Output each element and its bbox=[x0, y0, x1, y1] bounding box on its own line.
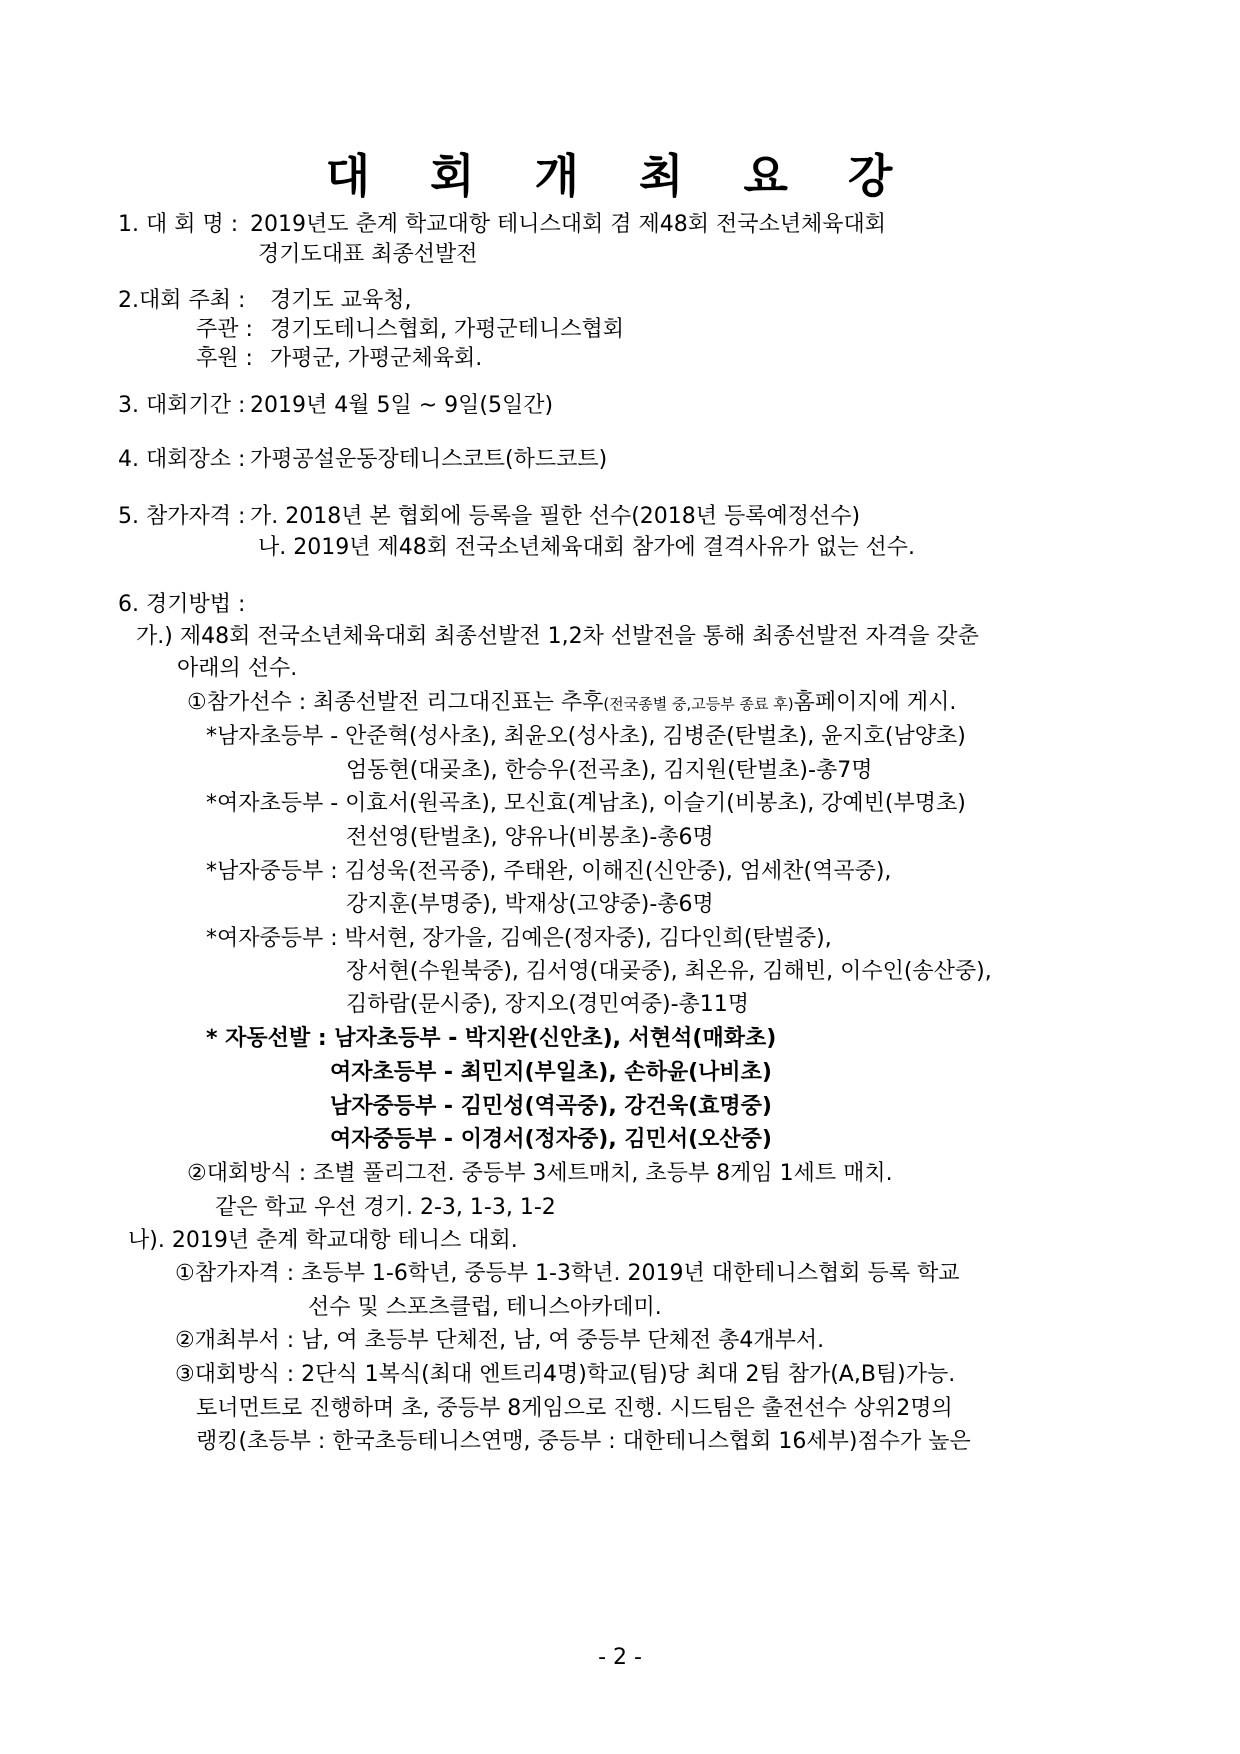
participants-line bbox=[187, 688, 956, 719]
format-line1: ②대회방식 : 조별 풀리그전. 중등부 3세트매치, 초등부 8게임 1세트 매치. bbox=[187, 1161, 893, 1186]
section-2-organizer-label: 주관 : bbox=[196, 317, 253, 342]
section-1-label: 1. 대 회 명 : bbox=[118, 212, 239, 237]
section-5-label: 5. 참가자격 : bbox=[118, 504, 246, 529]
section-1-line1: 2019년도 춘계 학교대항 테니스대회 겸 제48회 전국소년체육대회 bbox=[250, 212, 886, 237]
girls-middle-line1: *여자중등부 : 박서현, 장가을, 김예은(정자중), 김다인희(탄벌중), bbox=[206, 926, 832, 951]
section-1-line2: 경기도대표 최종선발전 bbox=[258, 242, 478, 267]
boys-middle-line1: *남자중등부 : 김성욱(전곡중), 주태완, 이해진(신안중), 엄세찬(역곡중), bbox=[206, 859, 892, 884]
section-4-label: 4. 대회장소 : bbox=[118, 447, 246, 472]
girls-middle-line3: 김하람(문시중), 장지오(경민여중)-총11명 bbox=[346, 992, 750, 1017]
section-6a-line1: 가.) 제48회 전국소년체육대회 최종선발전 1,2차 선발전을 통해 최종선발전 자격을 갖춘 bbox=[136, 624, 979, 649]
girls-middle-line2: 장서현(수원북중), 김서영(대곶중), 최온유, 김해빈, 이수인(송산중), bbox=[346, 959, 992, 984]
section-3-label: 3. 대회기간 : bbox=[118, 393, 246, 418]
eligibility-line1: ①참가자격 : 초등부 1-6학년, 중등부 1-3학년. 2019년 대한테니스협회 등록 학교 bbox=[175, 1261, 960, 1286]
participants-note: (전국종별 중,고등부 종료 후) bbox=[603, 695, 794, 713]
girls-elementary-line1: *여자초등부 - 이효서(원곡초), 모신효(계남초), 이슬기(비봉초), 강예빈(부명초) bbox=[206, 791, 966, 816]
page-number: - 2 - bbox=[598, 1645, 642, 1670]
section-2-label: 2.대회 주최 : bbox=[118, 288, 246, 313]
format-line2: 같은 학교 우선 경기. 2-3, 1-3, 1-2 bbox=[215, 1195, 556, 1220]
section-2-organizer: 경기도테니스협회, 가평군테니스협회 bbox=[270, 317, 625, 342]
participants-post: 홈페이지에 게시. bbox=[793, 690, 957, 715]
tournament-format-line2: 토너먼트로 진행하며 초, 중등부 8게임으로 진행. 시드팀은 출전선수 상위2명의 bbox=[196, 1396, 953, 1421]
boys-middle-line2: 강지훈(부명중), 박재상(고양중)-총6명 bbox=[346, 892, 714, 917]
section-5-line2: 나. 2019년 제48회 전국소년체육대회 참가에 결격사유가 없는 선수. bbox=[258, 535, 915, 560]
boys-elementary-line2: 엄동현(대곶초), 한승우(전곡초), 김지원(탄벌초)-총7명 bbox=[346, 758, 873, 783]
participants-pre: ①참가선수 : 최종선발전 리그대진표는 추후 bbox=[187, 690, 604, 715]
divisions-line: ②개최부서 : 남, 여 초등부 단체전, 남, 여 중등부 단체전 총4개부서. bbox=[175, 1328, 825, 1353]
section-2-host: 경기도 교육청, bbox=[270, 288, 412, 313]
section-3-value: 2019년 4월 5일 ~ 9일(5일간) bbox=[250, 393, 554, 418]
eligibility-line2: 선수 및 스포츠클럽, 테니스아카데미. bbox=[308, 1295, 662, 1320]
boys-elementary-line1: *남자초등부 - 안준혁(성사초), 최윤오(성사초), 김병준(탄벌초), 윤지호(남양초) bbox=[206, 724, 966, 749]
girls-elementary-line2: 전선영(탄벌초), 양유나(비봉초)-총6명 bbox=[346, 825, 714, 850]
section-6-label: 6. 경기방법 : bbox=[118, 592, 246, 617]
section-6b-line: 나). 2019년 춘계 학교대항 테니스 대회. bbox=[128, 1228, 518, 1253]
section-2-sponsor: 가평군, 가평군체육회. bbox=[270, 346, 483, 371]
auto-selection-line4: 여자중등부 - 이경서(정자중), 김민서(오산중) bbox=[330, 1127, 772, 1152]
auto-selection-line3: 남자중등부 - 김민성(역곡중), 강건욱(효명중) bbox=[330, 1094, 772, 1119]
page-title: 대 회 개 최 요 강 bbox=[325, 149, 915, 203]
section-5-line1: 가. 2018년 본 협회에 등록을 필한 선수(2018년 등록예정선수) bbox=[250, 504, 861, 529]
section-2-sponsor-label: 후원 : bbox=[196, 346, 253, 371]
auto-selection-line1: * 자동선발 : 남자초등부 - 박지완(신안초), 서현석(매화초) bbox=[206, 1026, 777, 1051]
auto-selection-line2: 여자초등부 - 최민지(부일초), 손하윤(나비초) bbox=[330, 1060, 772, 1085]
section-6a-line2: 아래의 선수. bbox=[177, 656, 298, 681]
tournament-format-line3: 랭킹(초등부 : 한국초등테니스연맹, 중등부 : 대한테니스협회 16세부)점수가 높은 bbox=[196, 1429, 971, 1454]
section-4-value: 가평공설운동장테니스코트(하드코트) bbox=[250, 447, 608, 472]
tournament-format-line1: ③대회방식 : 2단식 1복식(최대 엔트리4명)학교(팀)당 최대 2팀 참가(A,B팀)가능. bbox=[175, 1362, 956, 1387]
